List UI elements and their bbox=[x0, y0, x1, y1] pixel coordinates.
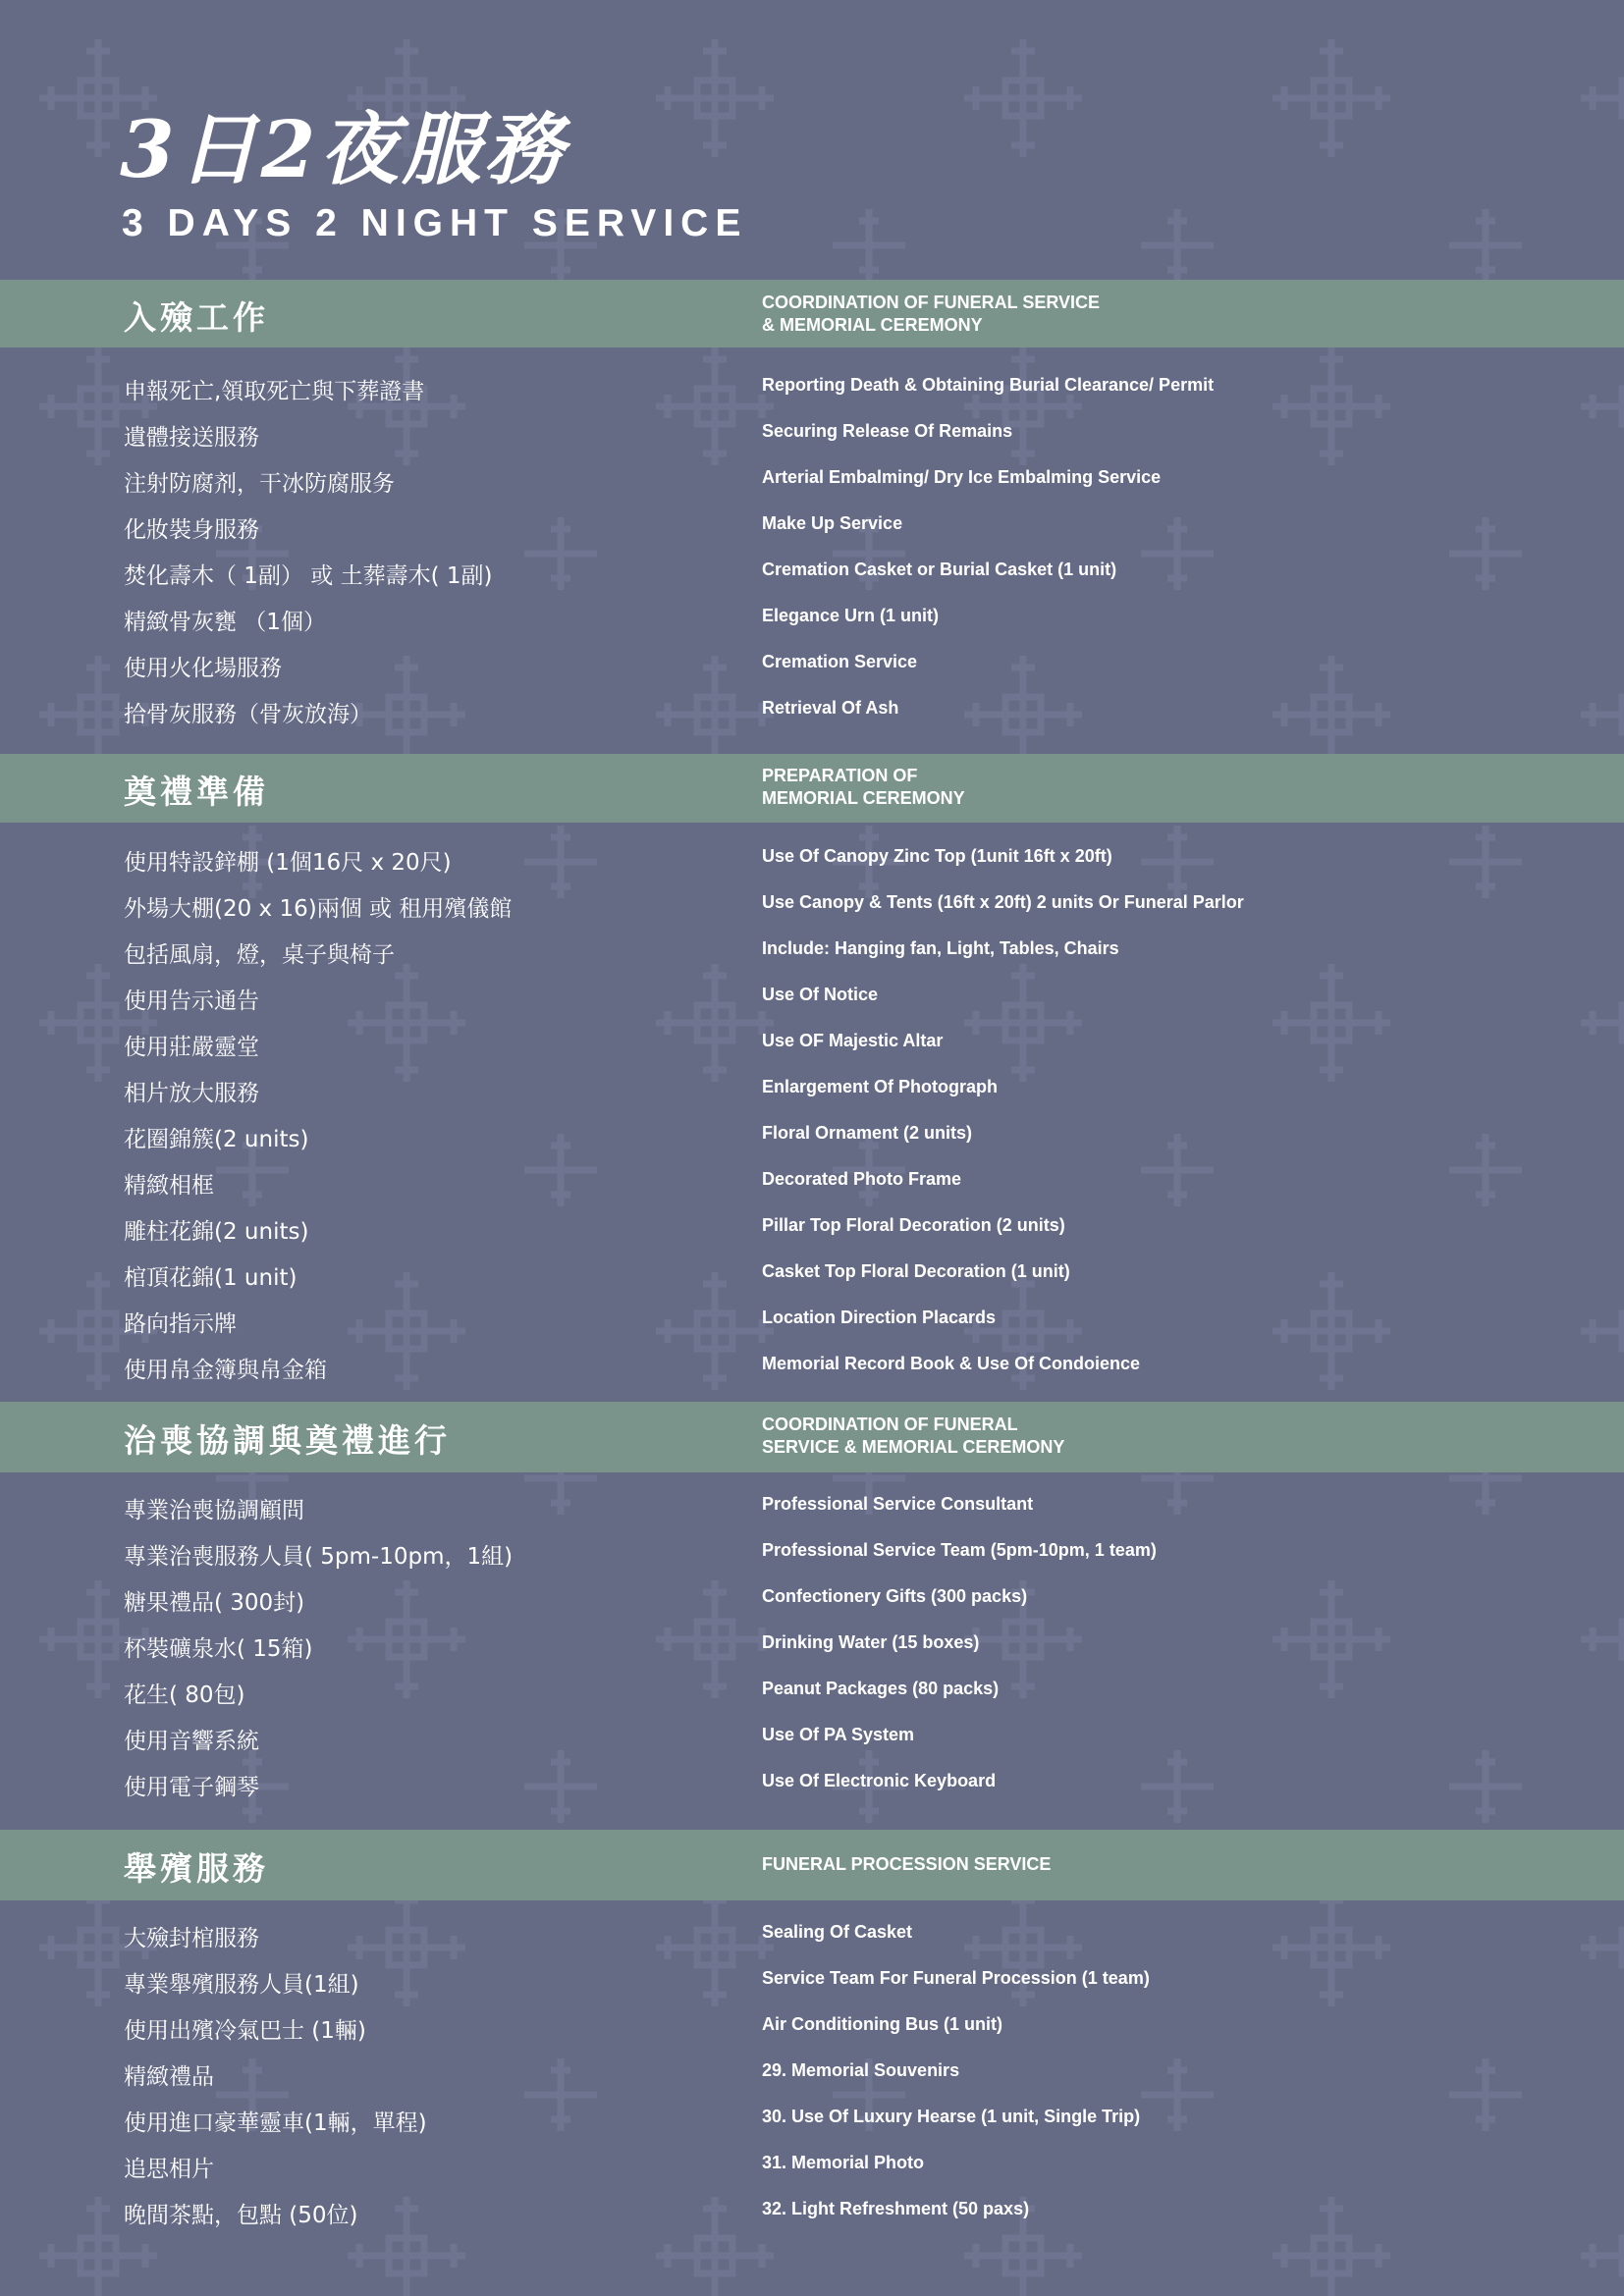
list-item-chinese: 精緻禮品 bbox=[124, 2064, 214, 2090]
list-item-english: Use Canopy & Tents (16ft x 20ft) 2 units Or Funeral Parlor bbox=[762, 892, 1244, 912]
list-item-english: Service Team For Funeral Procession (1 team) bbox=[762, 1968, 1150, 1988]
section-title-chinese: 奠禮準備 bbox=[124, 773, 269, 811]
list-item-english: Enlargement Of Photograph bbox=[762, 1077, 999, 1096]
list-item-english: Elegance Urn (1 unit) bbox=[762, 606, 940, 625]
list-item-english: Use Of Electronic Keyboard bbox=[762, 1771, 997, 1790]
list-item-english: Sealing Of Casket bbox=[762, 1922, 913, 1942]
list-item-english: Professional Service Consultant bbox=[762, 1494, 1034, 1514]
list-item-english: Retrieval Of Ash bbox=[762, 698, 899, 718]
list-item-english: Use Of PA System bbox=[762, 1725, 915, 1744]
list-item-english: Use Of Notice bbox=[762, 985, 879, 1004]
list-item-chinese: 路向指示牌 bbox=[124, 1311, 237, 1337]
list-item-chinese: 大殮封棺服務 bbox=[124, 1926, 259, 1951]
list-item-english: Pillar Top Floral Decoration (2 units) bbox=[762, 1215, 1065, 1235]
list-item-english: Professional Service Team (5pm-10pm, 1 team) bbox=[762, 1540, 1157, 1560]
list-item-english: 32. Light Refreshment (50 paxs) bbox=[762, 2199, 1030, 2218]
list-item-chinese: 晚間茶點，包點 (50位) bbox=[124, 2203, 358, 2228]
list-item-chinese: 相片放大服務 bbox=[124, 1081, 259, 1106]
list-item-english: 30. Use Of Luxury Hearse (1 unit, Single Trip) bbox=[762, 2107, 1141, 2126]
list-item-english: Decorated Photo Frame bbox=[762, 1169, 962, 1189]
page-title-english: 3 DAYS 2 NIGHT SERVICE bbox=[122, 202, 748, 244]
list-item-chinese: 使用火化場服務 bbox=[124, 656, 282, 681]
list-item-chinese: 申報死亡,領取死亡與下葬證書 bbox=[124, 379, 425, 404]
list-item-chinese: 焚化壽木（ 1副） 或 土葬壽木( 1副) bbox=[124, 563, 493, 589]
list-item-chinese: 使用莊嚴靈堂 bbox=[124, 1035, 259, 1060]
section-title-english: FUNERAL PROCESSION SERVICE bbox=[762, 1854, 1052, 1874]
list-item-english: Use Of Canopy Zinc Top (1unit 16ft x 20ft) bbox=[762, 846, 1112, 866]
list-item-chinese: 精緻骨灰甕 （1個） bbox=[124, 610, 326, 635]
list-item-chinese: 精緻相框 bbox=[124, 1173, 214, 1199]
list-item-english: 29. Memorial Souvenirs bbox=[762, 2060, 960, 2080]
list-item-chinese: 追思相片 bbox=[124, 2157, 214, 2182]
list-item-chinese: 雕柱花錦(2 units) bbox=[124, 1219, 309, 1245]
list-item-chinese: 包括風扇，燈，桌子與椅子 bbox=[124, 942, 395, 968]
section-title-chinese: 治喪協調與奠禮進行 bbox=[124, 1421, 451, 1460]
list-item-chinese: 專業治喪協調顧問 bbox=[124, 1498, 304, 1523]
list-item-english: Cremation Casket or Burial Casket (1 unit) bbox=[762, 560, 1117, 579]
list-item-chinese: 化妝裝身服務 bbox=[124, 517, 259, 543]
list-item-english: Make Up Service bbox=[762, 513, 903, 533]
list-item-chinese: 注射防腐剂，干冰防腐服务 bbox=[124, 471, 395, 497]
list-item-english: Drinking Water (15 boxes) bbox=[762, 1632, 980, 1652]
list-item-english: Floral Ornament (2 units) bbox=[762, 1123, 973, 1143]
list-item-english: Arterial Embalming/ Dry Ice Embalming Service bbox=[762, 467, 1162, 487]
list-item-chinese: 使用告示通告 bbox=[124, 988, 259, 1014]
page-title-chinese: 3日2夜服務 bbox=[120, 103, 568, 195]
list-item-chinese: 拾骨灰服務（骨灰放海） bbox=[124, 702, 372, 727]
section-title-chinese: 入殮工作 bbox=[124, 298, 269, 337]
list-item-chinese: 使用進口豪華靈車(1輛，單程) bbox=[124, 2110, 427, 2136]
list-item-chinese: 糖果禮品( 300封) bbox=[124, 1590, 305, 1616]
list-item-english: Securing Release Of Remains bbox=[762, 421, 1013, 441]
section-title-chinese: 舉殯服務 bbox=[124, 1849, 269, 1888]
list-item-english: Memorial Record Book & Use Of Condoience bbox=[762, 1354, 1141, 1373]
list-item-english: Peanut Packages (80 packs) bbox=[762, 1679, 1000, 1698]
list-item-english: Location Direction Placards bbox=[762, 1308, 997, 1327]
list-item-english: Reporting Death & Obtaining Burial Clearance/ Permit bbox=[762, 375, 1215, 395]
list-item-english: Use OF Majestic Altar bbox=[762, 1031, 944, 1050]
list-item-chinese: 花圈錦簇(2 units) bbox=[124, 1127, 309, 1152]
list-item-chinese: 使用特設鋅棚 (1個16尺 x 20尺) bbox=[124, 850, 452, 876]
list-item-english: Confectionery Gifts (300 packs) bbox=[762, 1586, 1028, 1606]
list-item-chinese: 花生( 80包) bbox=[124, 1682, 245, 1708]
list-item-english: Casket Top Floral Decoration (1 unit) bbox=[762, 1261, 1070, 1281]
list-item-chinese: 外場大棚(20 x 16)兩個 或 租用殯儀館 bbox=[124, 896, 513, 922]
section-title-english: COORDINATION OF FUNERAL SERVICE & MEMORIAL CEREMONY bbox=[762, 1415, 1065, 1457]
list-item-english: Air Conditioning Bus (1 unit) bbox=[762, 2014, 1002, 2034]
list-item-chinese: 使用電子鋼琴 bbox=[124, 1775, 259, 1800]
list-item-chinese: 使用出殯冷氣巴士 (1輛) bbox=[124, 2018, 366, 2044]
list-item-chinese: 棺頂花錦(1 unit) bbox=[124, 1265, 298, 1291]
list-item-chinese: 使用音響系統 bbox=[124, 1729, 259, 1754]
section-title-english: COORDINATION OF FUNERAL SERVICE & MEMORIAL CEREMONY bbox=[762, 293, 1101, 335]
list-item-english: Cremation Service bbox=[762, 652, 918, 671]
list-item-chinese: 專業治喪服務人員( 5pm-10pm，1組) bbox=[124, 1544, 514, 1570]
list-item-chinese: 使用帛金簿與帛金箱 bbox=[124, 1358, 327, 1383]
list-item-chinese: 遺體接送服務 bbox=[124, 425, 259, 451]
section-title-english: PREPARATION OF MEMORIAL CEREMONY bbox=[762, 766, 965, 808]
list-item-english: 31. Memorial Photo bbox=[762, 2153, 925, 2172]
list-item-chinese: 杯裝礦泉水( 15箱) bbox=[124, 1636, 313, 1662]
list-item-english: Include: Hanging fan, Light, Tables, Chairs bbox=[762, 938, 1119, 958]
list-item-chinese: 專業舉殯服務人員(1組) bbox=[124, 1972, 359, 1998]
